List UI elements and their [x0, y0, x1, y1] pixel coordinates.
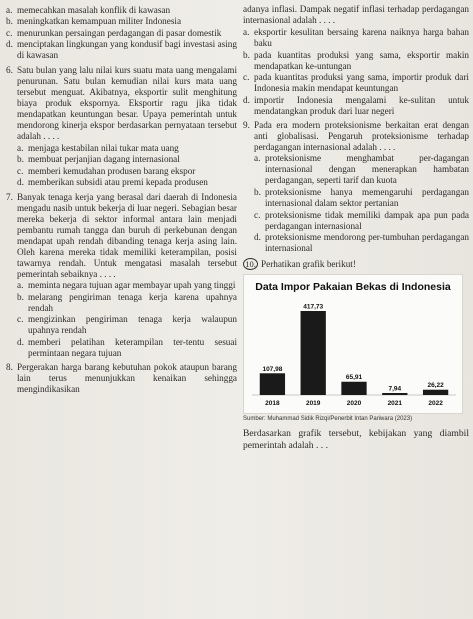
chart-data-label-2018: 107,98 [262, 365, 283, 373]
chart-tick-label-2020: 2020 [346, 400, 362, 408]
right-column [243, 4, 469, 453]
chart-plot [244, 275, 464, 415]
option-c[interactable]: c. menurunkan persaingan perdagangan di pasar domestik [6, 27, 222, 38]
chart-data-label-2019: 417,73 [303, 303, 324, 311]
question-10-followup: Berdasarkan grafik tersebut, kebijakan yang diambil pemerintah adalah . . . [243, 428, 469, 451]
question-7 [6, 192, 237, 359]
option-d[interactable]: d. memberi pelatihan keterampilan ter-tentu sesuai permintaan negara tujuan [17, 336, 237, 358]
option-d[interactable]: d. importir Indonesia mengalami ke-sulitan untuk mendatangkan produk dari luar negeri [243, 94, 469, 116]
chart-bar-2018 [260, 373, 285, 395]
chart-title: Data Impor Pakaian Bekas di Indonesia [255, 281, 451, 294]
option-a[interactable]: a. menjaga kestabilan nilai tukar mata uang [17, 142, 179, 153]
question-9 [243, 120, 469, 254]
question-text: Banyak tenaga kerja yang berasal dari daerah di Indonesia mengadu nasib untuk bekerja di luar negeri. Sebagian besar mereka bekerja di sektor informal antara lain menjadi pembantu rumah tangga dan buruh di perkebunan dengan mendapat upah rendah dibanding tenaga kerja asing lain. Oleh karena mereka tidak memiliki keterampilan, posisi tawarnya rendah. Untuk mengatasi masalah tersebut pemerintah sebaiknya . . . . [17, 191, 237, 279]
question-text: Satu bulan yang lalu nilai kurs suatu mata uang mengalami penurunan. Satu bulan kemudian nilai kurs mata uang tersebut menguat. Akibatnya, eksportir sulit menghitung biaya produk ekspornya. Eksportir ragu jika tidak mendapatkan keuntungan besar. Upaya pemerintah untuk mendorong kinerja ekspor berdasarkan pernyataan tersebut adalah . . . . [17, 65, 237, 142]
chart-tick-label-2022: 2022 [428, 400, 443, 408]
chart-data-label-2022: 26,22 [427, 382, 444, 390]
question-10 [243, 258, 469, 451]
chart-source: Sumber: Muhammad Sidik Rizqi/Penerbit Intan Pariwara (2023) [243, 416, 413, 423]
option-c[interactable]: c. mengizinkan pengiriman tenaga kerja walaupun upahnya rendah [17, 314, 237, 336]
question-8-text-continued: adanya inflasi. Dampak negatif inflasi terhadap perdagangan internasional adalah . . . . [243, 4, 469, 26]
chart-bar-2019 [301, 311, 326, 395]
question-text: Pergerakan harga barang kebutuhan pokok ataupun barang lain terus menunjukkan kenaikan sehingga mengindikasikan [17, 361, 237, 395]
chart-tick-label-2021: 2021 [387, 400, 403, 408]
option-b[interactable]: b. proteksionisme hanya memengaruhi perdagangan internasional dalam sektor pertanian [254, 187, 469, 209]
question-number: 9. [243, 119, 250, 130]
question-text: Perhatikan grafik berikut! [261, 258, 356, 269]
option-c[interactable]: c. pada kuantitas produksi yang sama, importir produk dari Indonesia makin mendapat keuntungan [243, 72, 469, 94]
chart-bar-2020 [341, 382, 366, 395]
option-d[interactable]: d. menciptakan lingkungan yang kondusif bagi investasi asing di kawasan [6, 39, 237, 61]
chart-data-label-2020: 65,91 [345, 374, 363, 382]
option-a[interactable]: a. eksportir kesulitan bersaing karena naiknya harga bahan baku [243, 27, 469, 49]
option-a[interactable]: a. memecahkan masalah konflik di kawasan [6, 4, 171, 15]
left-column [6, 4, 237, 397]
question-number: 10. [243, 258, 258, 270]
question-number: 6. [6, 65, 13, 76]
option-a[interactable]: a. meminta negara tujuan agar membayar upah yang tinggi [17, 280, 236, 291]
option-b[interactable]: b. meningkatkan kemampuan militer Indonesia [6, 16, 182, 27]
bar-chart [243, 274, 463, 414]
chart-bar-2022 [423, 390, 448, 395]
option-d[interactable]: d. proteksionisme mendorong per-tumbuhan perdagangan internasional [254, 232, 469, 254]
chart-tick-label-2018: 2018 [265, 400, 280, 408]
option-b[interactable]: b. melarang pengiriman tenaga kerja karena upahnya rendah [17, 291, 237, 313]
option-d[interactable]: d. memberikan subsidi atau premi kepada produsen [17, 177, 208, 188]
option-b[interactable]: b. membuat perjanjian dagang internasional [17, 154, 180, 165]
chart-bar-2021 [382, 393, 407, 395]
question-8-continued [243, 4, 469, 117]
question-number: 8. [6, 361, 13, 372]
option-b[interactable]: b. pada kuantitas produksi yang sama, eksportir makin mendapatkan ke-untungan [243, 49, 469, 71]
question-6 [6, 65, 237, 188]
question-5-fragment [6, 5, 237, 62]
chart-tick-label-2019: 2019 [305, 400, 321, 408]
question-text: Pada era modern proteksionisme berkaitan erat dengan anti globalisasi. Pengaruh proteksionisme terhadap perdagangan internasional adalah . . . . [254, 119, 469, 152]
chart-data-label-2021: 7,94 [388, 385, 402, 393]
option-c[interactable]: c. memberi kemudahan produsen barang ekspor [17, 165, 196, 176]
question-8 [6, 362, 237, 395]
question-number: 7. [6, 191, 13, 202]
option-a[interactable]: a. proteksionisme menghambat per-dagangan internasional dengan menerapkan hambatan perdagangan, seperti tarif dan kuota [254, 153, 469, 186]
option-c[interactable]: c. proteksionisme tidak memiliki dampak apa pun pada perdagangan internasional [254, 209, 469, 231]
